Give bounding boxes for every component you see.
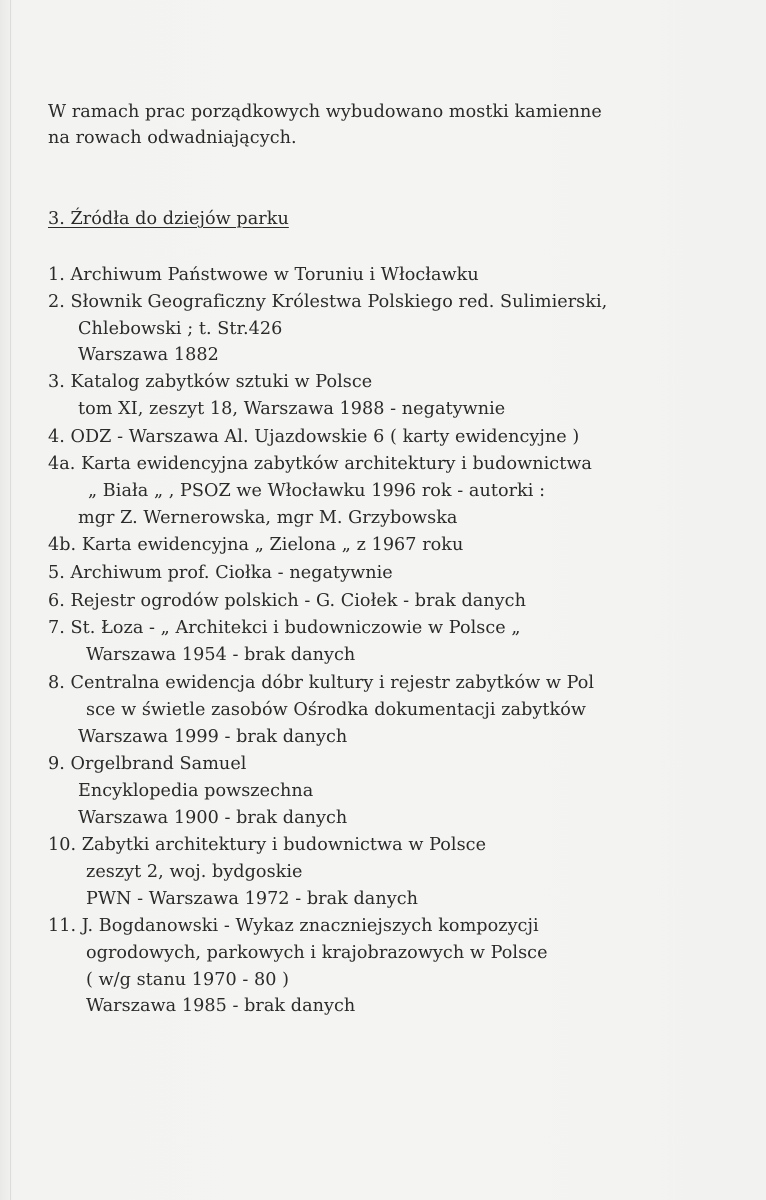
- list-item: 6. Rejestr ogrodów polskich - G. Ciołek - brak danych: [48, 591, 526, 611]
- list-item-continuation: tom XI, zeszyt 18, Warszawa 1988 - negatywnie: [78, 399, 506, 419]
- list-item-continuation: Warszawa 1985 - brak danych: [86, 996, 356, 1016]
- list-item-continuation: Chlebowski ; t. Str.426: [78, 319, 283, 339]
- list-item: 1. Archiwum Państwowe w Toruniu i Włocławku: [48, 265, 479, 285]
- list-item-continuation: ogrodowych, parkowych i krajobrazowych w Polsce: [86, 943, 548, 963]
- list-item: 10. Zabytki architektury i budownictwa w Polsce: [48, 835, 487, 855]
- list-item: 9. Orgelbrand Samuel: [48, 754, 247, 774]
- list-item: 4. ODZ - Warszawa Al. Ujazdowskie 6 ( karty ewidencyjne ): [48, 427, 580, 447]
- section-heading: 3. Źródła do dziejów parku: [48, 209, 289, 229]
- list-item-continuation: ( w/g stanu 1970 - 80 ): [86, 970, 290, 990]
- list-item: 4b. Karta ewidencyjna „ Zielona „ z 1967 roku: [48, 535, 464, 555]
- list-item: 11. J. Bogdanowski - Wykaz znaczniejszych kompozycji: [48, 916, 539, 936]
- list-item-continuation: Warszawa 1882: [78, 345, 219, 365]
- list-item-continuation: sce w świetle zasobów Ośrodka dokumentacji zabytków: [86, 700, 586, 720]
- list-item: 5. Archiwum prof. Ciołka - negatywnie: [48, 563, 393, 583]
- list-item-continuation: Warszawa 1900 - brak danych: [78, 808, 348, 828]
- intro-line-1: W ramach prac porządkowych wybudowano mostki kamienne: [48, 102, 602, 122]
- list-item-continuation: Warszawa 1999 - brak danych: [78, 727, 348, 747]
- list-item-continuation: PWN - Warszawa 1972 - brak danych: [86, 889, 419, 909]
- list-item: 7. St. Łoza - „ Architekci i budowniczowie w Polsce „: [48, 618, 521, 638]
- list-item: 3. Katalog zabytków sztuki w Polsce: [48, 372, 373, 392]
- page-fold-shadow: [10, 0, 11, 1200]
- list-item: 4a. Karta ewidencyjna zabytków architektury i budownictwa: [48, 454, 592, 474]
- list-item-continuation: zeszyt 2, woj. bydgoskie: [86, 862, 303, 882]
- list-item: 8. Centralna ewidencja dóbr kultury i rejestr zabytków w Pol: [48, 673, 595, 693]
- list-item: 2. Słownik Geograficzny Królestwa Polskiego red. Sulimierski,: [48, 292, 608, 312]
- list-item-continuation: mgr Z. Wernerowska, mgr M. Grzybowska: [78, 508, 458, 528]
- list-item-continuation: Encyklopedia powszechna: [78, 781, 314, 801]
- intro-line-2: na rowach odwadniających.: [48, 128, 297, 148]
- list-item-continuation: Warszawa 1954 - brak danych: [86, 645, 356, 665]
- list-item-continuation: „ Biała „ , PSOZ we Włocławku 1996 rok - autorki :: [88, 481, 546, 501]
